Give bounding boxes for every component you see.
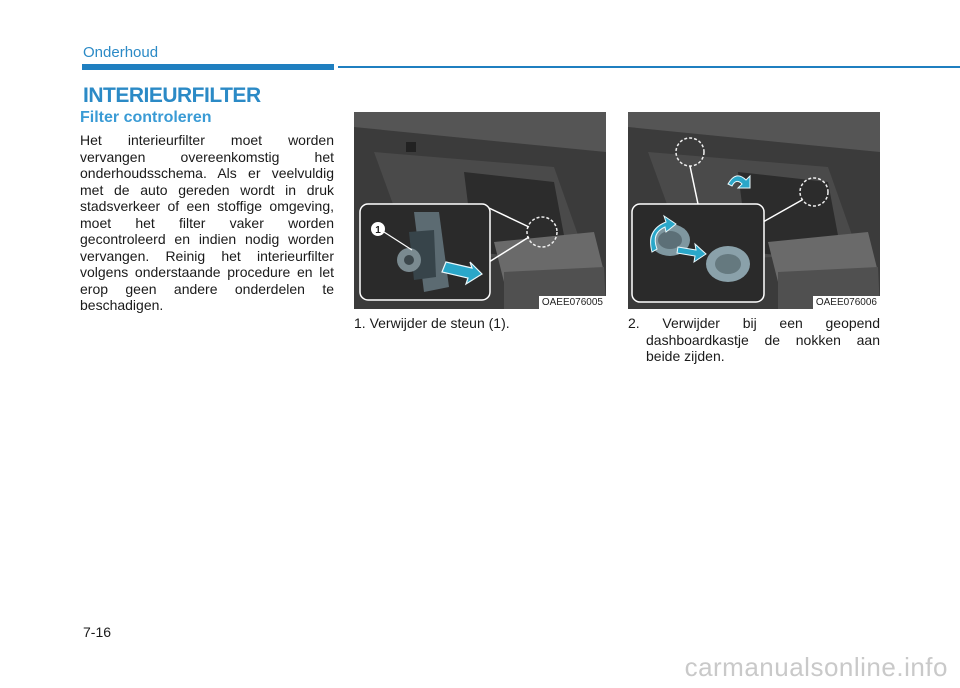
callout-number: 1 (375, 225, 381, 236)
header-rule-thick (82, 64, 334, 70)
watermark: carmanualsonline.info (684, 652, 948, 682)
figure-remove-bracket (354, 112, 606, 309)
page-number: 7-16 (83, 624, 112, 640)
header-rule-thin (338, 66, 960, 68)
section-title: Onderhoud (83, 44, 159, 61)
figure-remove-stoppers (628, 112, 880, 309)
glovebox-photo-1 (354, 112, 606, 309)
figure-code: OAEE076005 (539, 296, 606, 309)
subheading: Filter controleren (80, 109, 212, 126)
step-caption-2: 2. Verwijder bij een geopend dashboardkastje de nokken aan beide zijden. (628, 315, 880, 364)
body-paragraph: Het interieurfilter moet worden vervangen overeenkomstig het onderhoudsschema. Als er veelvuldig met de auto gereden wordt in druk stadsverkeer of een stoffige omgeving, moet het filter vaker worden gecontroleerd en indien nodig worden vervangen. Reinig het interieurfilter volgens onderstaande procedure en let erop geen andere onderdelen te beschadigen. (80, 132, 334, 313)
page-heading: INTERIEURFILTER (83, 84, 261, 107)
step-caption-1: 1. Verwijder de steun (1). (354, 315, 510, 331)
figure-code: OAEE076006 (813, 296, 880, 309)
glovebox-photo-2 (628, 112, 880, 309)
